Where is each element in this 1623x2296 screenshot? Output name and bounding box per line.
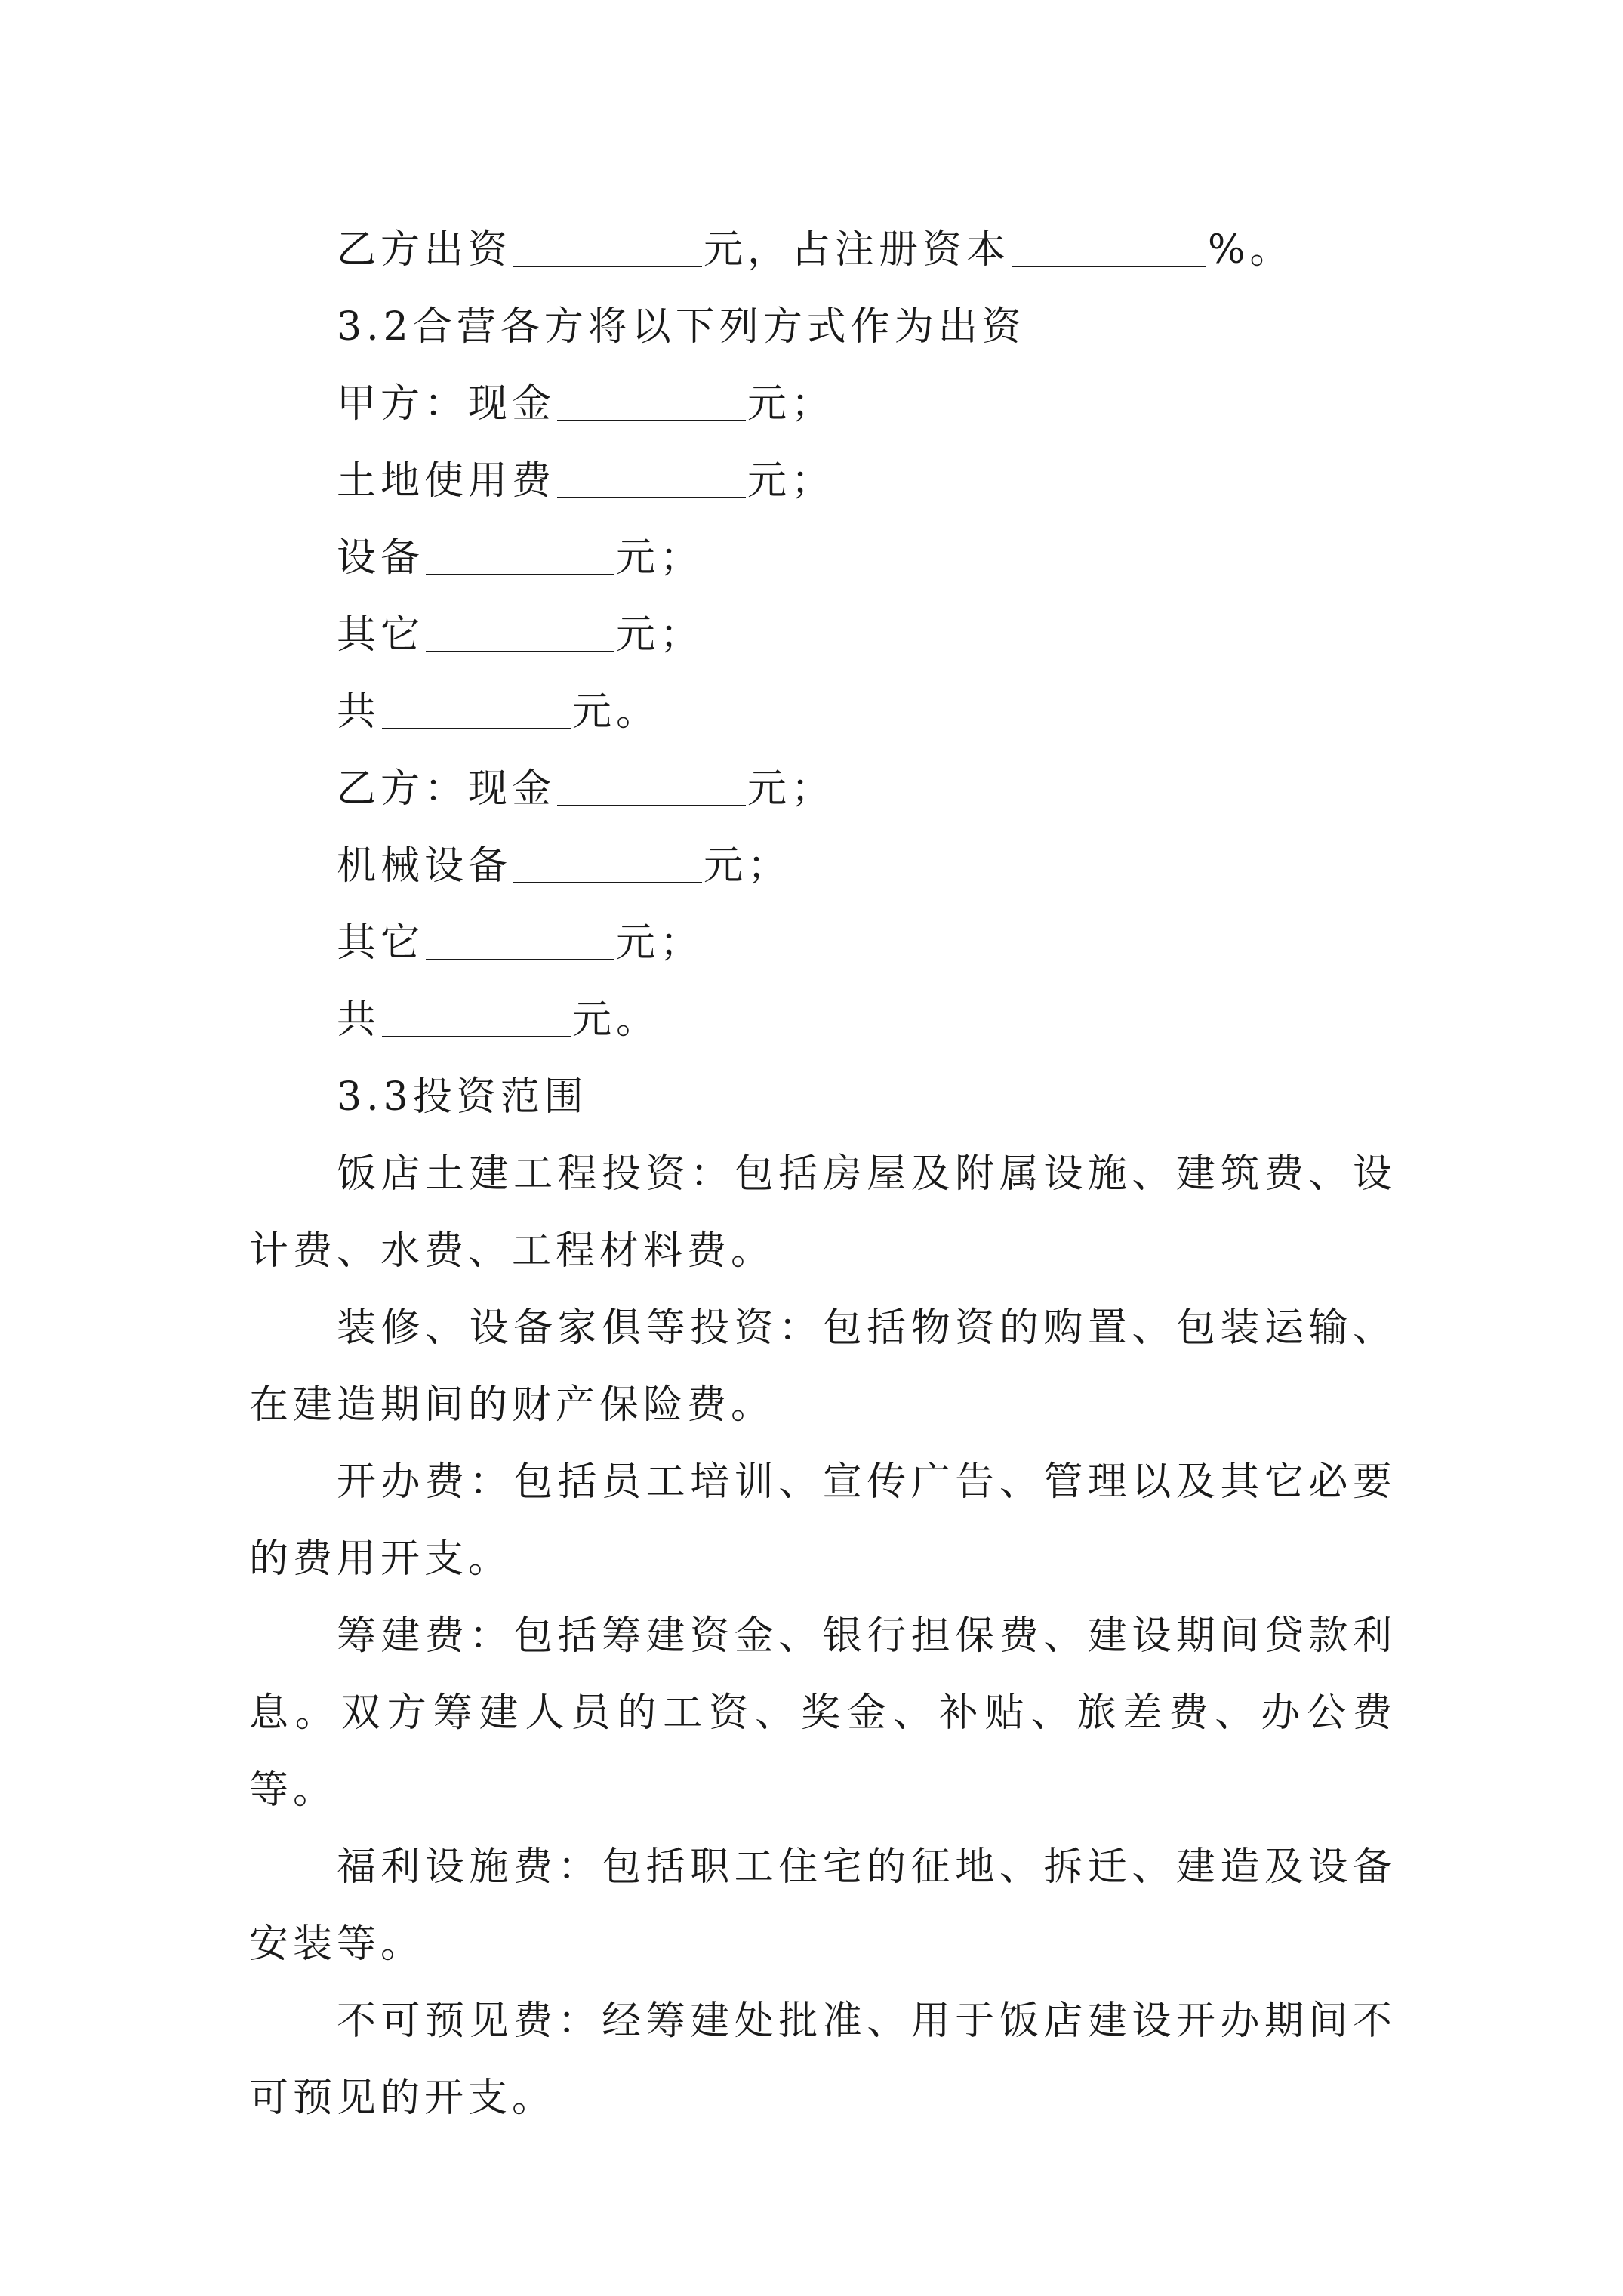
blank-field [1012, 227, 1206, 267]
blank-field [513, 227, 702, 267]
text: 元。 [572, 997, 661, 1043]
text: 其它 [337, 612, 425, 658]
section-3-3-heading: 3.3投资范围 [337, 1074, 588, 1120]
paragraph-welfare-fee: 福利设施费：包括职工住宅的征地、拆迁、建造及设备安装等。 [249, 1845, 1397, 1967]
text: 元； [616, 920, 704, 966]
paragraph-preparation-fee: 筹建费：包括筹建资金、银行担保费、建设期间贷款利息。双方筹建人员的工资、奖金、补贴、旅差费、办公费等。 [249, 1613, 1397, 1813]
text: 乙方：现金 [337, 766, 556, 812]
paragraph-contingency: 不可预见费：经筹建处批准、用于饭店建设开办期间不可预见的开支。 [249, 1999, 1397, 2121]
text: 其它 [337, 920, 425, 966]
blank-field [557, 381, 746, 421]
text: 甲方：现金 [337, 381, 556, 427]
text: 元，占注册资本 [704, 227, 1011, 273]
text: 元； [704, 843, 792, 889]
text: 元。 [572, 689, 661, 735]
text: %。 [1208, 227, 1294, 273]
blank-field [426, 612, 614, 652]
text: 元； [616, 612, 704, 658]
text: 土地使用费 [337, 458, 556, 504]
blank-field [557, 458, 746, 498]
blank-field [382, 689, 571, 729]
line-party-b-cash [249, 750, 1397, 827]
line-total-a [249, 673, 1397, 750]
line-land-use-fee [249, 442, 1397, 519]
line-other-b [249, 905, 1397, 982]
text: 元； [747, 766, 836, 812]
document-page [249, 211, 1397, 2137]
line-machinery [249, 827, 1397, 905]
line-party-b-capital [249, 211, 1397, 288]
line-party-a-cash [249, 365, 1397, 442]
paragraph-decoration: 装修、设备家俱等投资：包括物资的购置、包装运输、在建造期间的财产保险费。 [249, 1305, 1397, 1428]
paragraph-startup-fee: 开办费：包括员工培训、宣传广告、管理以及其它必要的费用开支。 [249, 1459, 1397, 1582]
text: 元； [616, 535, 704, 581]
text: 乙方出资 [337, 227, 513, 273]
text: 设备 [337, 535, 425, 581]
blank-field [426, 535, 614, 575]
text: 元； [747, 458, 836, 504]
text: 共 [337, 997, 381, 1043]
text: 元； [747, 381, 836, 427]
paragraph-civil-works: 饭店土建工程投资：包括房屋及附属设施、建筑费、设计费、水费、工程材料费。 [249, 1151, 1397, 1274]
line-equipment [249, 519, 1397, 596]
blank-field [382, 997, 571, 1037]
blank-field [557, 766, 746, 806]
line-total-b [249, 982, 1397, 1059]
line-other-a [249, 596, 1397, 673]
text: 共 [337, 689, 381, 735]
blank-field [513, 843, 702, 883]
section-3-2-heading: 3.2合营各方将以下列方式作为出资 [337, 304, 1026, 350]
text: 机械设备 [337, 843, 513, 889]
blank-field [426, 920, 614, 960]
